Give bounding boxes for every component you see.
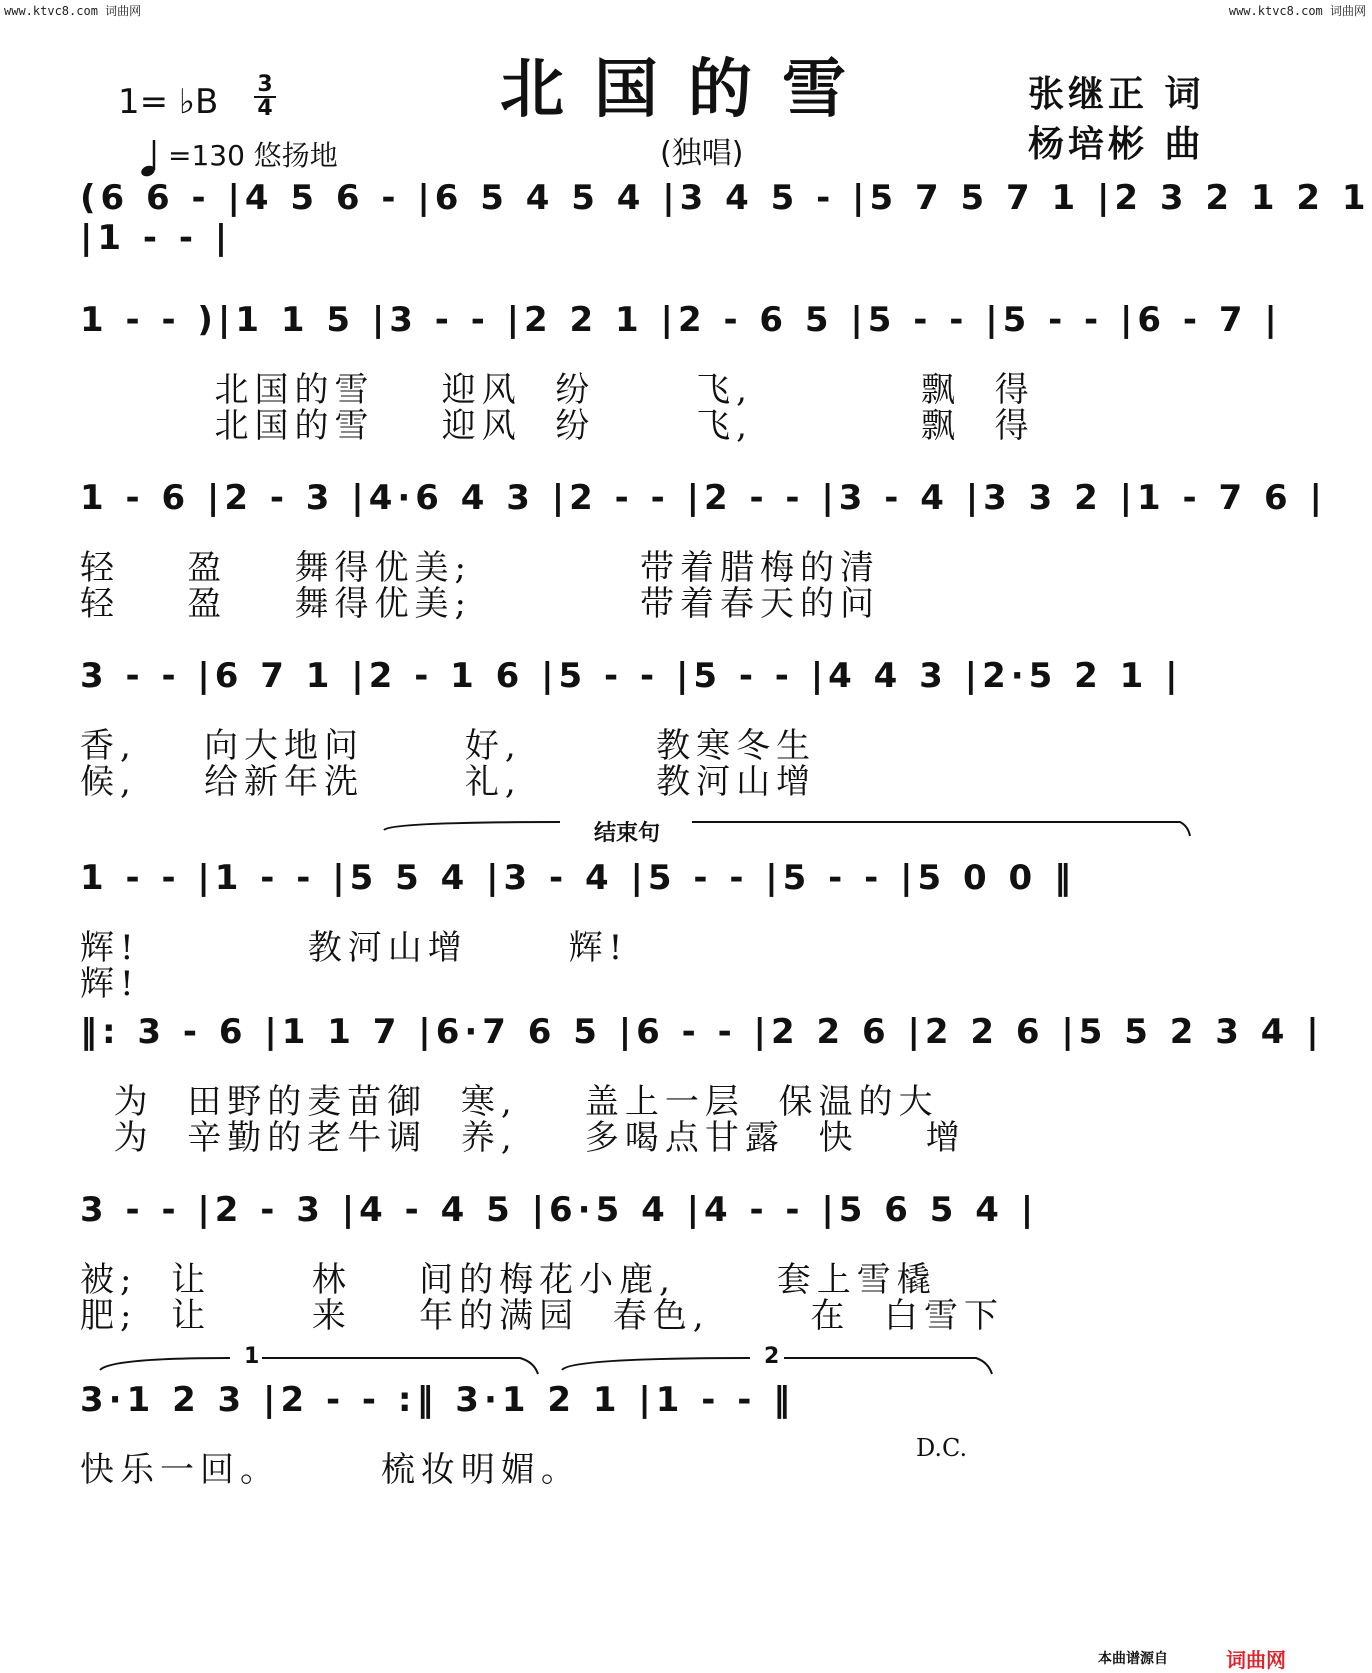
notation-row: 3 - - |2 - 3 |4 - 4 5 |6·5 4 |4 - - |5 6 5 4 | <box>80 1190 1039 1230</box>
song-title: 北国的雪 <box>500 52 876 127</box>
footer-source-label: 本曲谱源自 <box>1098 1651 1168 1667</box>
lyric-line: 快乐一回。 梳妆明媚。 <box>80 1450 581 1490</box>
lyric-line: 北国的雪 迎风 纷 飞, 飘 得 <box>80 370 1035 410</box>
lyric-line: 轻 盈 舞得优美; 带着春天的问 <box>80 584 880 624</box>
notation-row: 3 - - |6 7 1 |2 - 1 6 |5 - - |5 - - |4 4 3 |2·5 2 1 | <box>80 656 1183 696</box>
composer-credit: 杨培彬 曲 <box>1028 124 1205 165</box>
volta-1-label: 1 <box>244 1344 260 1369</box>
notation-row: (6 6 - |4 5 6 - |6 5 4 5 4 |3 4 5 - |5 7 5 7 1 |2 3 2 1 2 1 |1 - - | <box>80 178 1371 258</box>
notation-row: 3·1 2 3 |2 - - :‖ 3·1 2 1 |1 - - ‖ <box>80 1380 796 1420</box>
lyric-line: 香, 向大地问 好, 教寒冬生 <box>80 726 817 766</box>
lyric-line: 北国的雪 迎风 纷 飞, 飘 得 <box>80 406 1035 446</box>
lyricist-credit: 张继正 词 <box>1028 74 1205 115</box>
notation-row: 1 - 6 |2 - 3 |4·6 4 3 |2 - - |2 - - |3 - 4 |3 3 2 |1 - 7 6 | <box>80 478 1327 518</box>
notation-row: 1 - - |1 - - |5 5 4 |3 - 4 |5 - - |5 - - |5 0 0 ‖ <box>80 858 1076 898</box>
footer-logo: 词曲网 <box>1226 1648 1286 1672</box>
lyric-line: 被; 让 林 间的梅花小鹿, 套上雪橇 <box>80 1260 937 1300</box>
tempo-marking: =130 悠扬地 <box>168 139 338 172</box>
time-signature-bottom: 4 <box>257 96 273 121</box>
lyric-line: 为 田野的麦苗御 寒, 盖上一层 保温的大 <box>80 1082 939 1122</box>
watermark-url-right: www.ktvc8.com 词曲网 <box>1228 4 1366 18</box>
lyric-line: 轻 盈 舞得优美; 带着腊梅的清 <box>80 548 880 588</box>
watermark-url-left: www.ktvc8.com 词曲网 <box>4 4 142 18</box>
lyric-line: 辉! <box>80 964 140 1004</box>
notation-row: 1 - - )|1 1 5 |3 - - |2 2 1 |2 - 6 5 |5 - - |5 - - |6 - 7 | <box>80 300 1282 340</box>
notation-row: ‖: 3 - 6 |1 1 7 |6·7 6 5 |6 - - |2 2 6 |2 2 6 |5 5 2 3 4 | <box>80 1012 1324 1052</box>
key-signature: 1= ♭B <box>118 82 219 122</box>
volta-2-label: 2 <box>764 1344 780 1369</box>
song-subtitle: (独唱) <box>660 136 744 171</box>
lyric-line: 肥; 让 来 年的满园 春色, 在 白雪下 <box>80 1296 1005 1336</box>
time-signature-top: 3 <box>257 72 273 97</box>
lyric-line: 为 辛勤的老牛调 养, 多喝点甘露 快 增 <box>80 1118 966 1158</box>
da-capo-mark: D.C. <box>916 1434 968 1462</box>
lyric-line: 候, 给新年洗 礼, 教河山增 <box>80 762 817 802</box>
ending-phrase-label: 结束句 <box>594 821 661 846</box>
lyric-line: 辉! 教河山增 辉! <box>80 928 629 968</box>
